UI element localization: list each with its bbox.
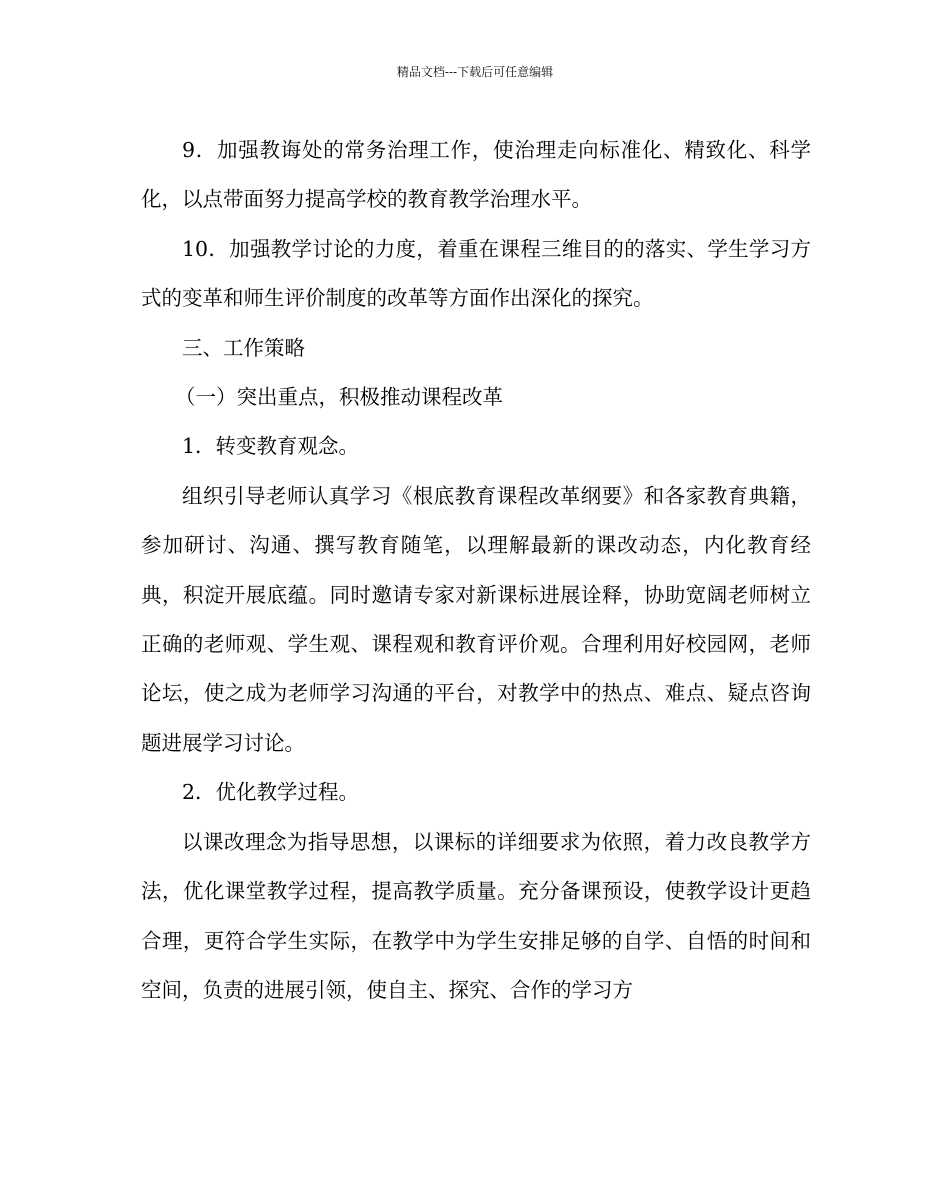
section-heading-work-strategy: 三、工作策略 — [182, 335, 305, 360]
paragraph-item-9: 9．加强教诲处的常务治理工作，使治理走向标准化、精致化、科学化，以点带面努力提高学校的教育教学治理水平。 — [141, 138, 811, 212]
point-heading-1: 1．转变教育观念。 — [182, 434, 360, 459]
point-heading-2: 2．优化教学过程。 — [182, 780, 360, 805]
paragraph-teaching-process: 以课改理念为指导思想，以课标的详细要求为依照，着力改良教学方法，优化课堂教学过程，提高教学质量。充分备课预设，使教学设计更趋合理，更符合学生实际，在教学中为学生安排足够的自学、自悟的时间和空间，负责的进展引领，使自主、探究、合作的学习方 — [141, 829, 811, 1002]
document-body — [141, 126, 811, 1015]
paragraph-education-concept: 组织引导老师认真学习《根底教育课程改革纲要》和各家教育典籍，参加研讨、沟通、撰写教育随笔，以理解最新的课改动态，内化教育经典，积淀开展底蕴。同时邀请专家对新课标进展诠释，协助宽阔老师树立正确的老师观、学生观、课程观和教育评价观。合理利用好校园网，老师论坛，使之成为老师学习沟通的平台，对教学中的热点、难点、疑点咨询题进展学习讨论。 — [141, 483, 811, 755]
page-header: 精品文档---下载后可任意编辑 — [396, 65, 554, 79]
subsection-heading-1: （一）突出重点，积极推动课程改革 — [175, 385, 503, 410]
paragraph-item-10: 10．加强教学讨论的力度，着重在课程三维目的的落实、学生学习方式的变革和师生评价制度的改革等方面作出深化的探究。 — [141, 236, 811, 311]
